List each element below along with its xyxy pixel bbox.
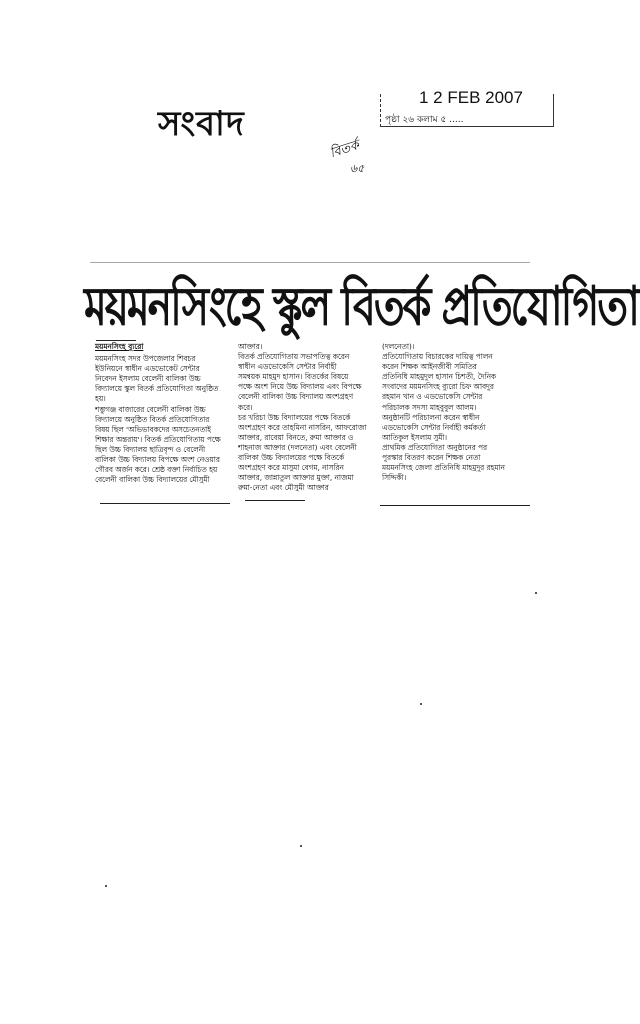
handwritten-note: বিতর্ক: [328, 137, 362, 162]
scan-speck: [105, 885, 107, 887]
article-line: করে।: [238, 402, 253, 412]
article-line: এডভোকেসি সেন্টার নির্বাহী কর্মকর্তা: [382, 422, 486, 432]
divider: [100, 503, 230, 504]
article-line: সিদ্দিকী।: [382, 473, 407, 483]
article-line: অনুষ্ঠানটি পরিচালনা করেন স্বাধীন: [382, 412, 480, 422]
article-line: অংশগ্রহণ করে তাহমিনা নাসরিন, আফরোজা: [238, 422, 367, 432]
article-line: চর খরিচা উচ্চ বিদ্যালয়ের পক্ষে বিতর্কে: [238, 412, 351, 422]
divider: [380, 505, 530, 506]
article-line: প্রতিনিধি মাহমুদুল হাসান চিশতী, দৈনিক: [382, 372, 497, 382]
article-line: বেলেনী বালিকা উচ্চ বিদ্যালয় অংশগ্রহণ: [238, 392, 354, 402]
article-column-3: [382, 342, 520, 483]
article-column-2: [238, 342, 376, 493]
article-line: বালিকা উচ্চ বিদ্যালয়ের পক্ষে বিতর্কে: [238, 453, 345, 463]
scan-speck: [535, 592, 537, 594]
article-line: পক্ষে অংশ নিয়ে উচ্চ বিদ্যালয় এবং বিপক্ষে: [238, 382, 362, 392]
newspaper-masthead: সংবাদ: [158, 104, 245, 144]
divider: [245, 500, 305, 501]
article-line: আতিকুল ইসলাম সুমী।: [382, 432, 448, 442]
article-line: বিদ্যালয়ে স্কুল বিতর্ক প্রতিযোগিতা অনুষ্ঠিত: [95, 384, 219, 394]
article-line: রহমান খান ও এডভোকেসি সেন্টার: [382, 392, 483, 402]
divider: [90, 262, 530, 263]
article-line: প্রাথমিক প্রতিযোগিতা অনুষ্ঠানের পর: [382, 442, 488, 452]
article-column-1: [95, 342, 233, 485]
article-line: আক্তার।: [238, 342, 263, 351]
article-line: ইউনিয়নে স্বাধীন এডভোকেট সেন্টার: [95, 364, 200, 374]
article-line: ময়মনসিংহ সদর উপজেলার শিবচর: [95, 354, 196, 364]
article-line: শম্ভুগঞ্জ বাজারের বেলেনী বালিকা উচ্চ: [95, 404, 206, 414]
article-line: সংবাদের ময়মনসিংহ ব্যুরো চিফ আবদুর: [382, 382, 494, 392]
article-line: শিক্ষার অন্তরায়'। বিতর্ক প্রতিযোগিতায় পক্ষে: [95, 434, 221, 444]
handwritten-number: ৬৫: [350, 162, 365, 175]
article-line: আক্তার, রাবেয়া বিনতে, রুমা আক্তার ও: [238, 432, 354, 442]
stamp-page-column: পৃষ্ঠা ২৬ কলাম ৫ .....: [385, 115, 464, 125]
article-line: স্বাধীন এডভোকেসি সেন্টার নির্বাহী: [238, 362, 337, 372]
article-line: বালিকা উচ্চ বিদ্যালয় বিপক্ষে অংশ নেওয়ার: [95, 455, 220, 465]
article-line: পরিচালক সদস্য মাহবুবুল আলম।: [382, 402, 477, 412]
article-line: হয়।: [95, 394, 106, 404]
article-line: অংশগ্রহণ করে মাসুমা বেগম, নাসরিন: [238, 463, 344, 473]
byline: ময়মনসিংহ ব্যুরো: [95, 342, 144, 351]
article-line: করেন শিক্ষক আইনজীবী সমিতির: [382, 362, 477, 372]
article-line: ময়মনসিংহ জেলা প্রতিনিধি মাহমুদুর রহমান: [382, 463, 505, 473]
divider: [96, 340, 136, 341]
article-line: ছিল উচ্চ বিদ্যালয় ছাত্রিবৃন্দ ও বেলেনী: [95, 444, 206, 454]
article-line: রুমা-নেতা এবং মৌসুমী আক্তার: [238, 483, 329, 493]
article-line: গৌরব অর্জন করে। শ্রেষ্ঠ বক্তা নির্বাচিত হয়: [95, 465, 218, 475]
article-line: (দলনেতা)।: [382, 342, 415, 351]
scan-speck: [300, 845, 302, 847]
article-line: শাহনাজ আক্তার (দলনেতা) এবং বেলেনী: [238, 442, 357, 452]
date-stamp: [380, 88, 554, 127]
article-line: সমন্বয়ক মাহমুদ হাসান। বিতর্কের বিষয়ে: [238, 372, 349, 382]
article-line: পুরস্কার বিতরণ করেন শিক্ষক নেতা: [382, 453, 481, 463]
scan-speck: [420, 703, 422, 705]
article-line: বেলেনী বালিকা উচ্চ বিদ্যালয়ের মৌসুমী: [95, 475, 210, 485]
article-line: বিদ্যালয়ে অনুষ্ঠিত বিতর্ক প্রতিযোগিতার: [95, 414, 210, 424]
article-line: বিতর্ক প্রতিযোগিতায় সভাপতিত্ব করেন: [238, 352, 350, 362]
stamp-date: 1 2 FEB 2007: [419, 88, 523, 107]
article-headline: ময়মনসিংহে স্কুল বিতর্ক প্রতিযোগিতা: [84, 275, 638, 338]
article-line: বিষয় ছিল 'অভিভাবকদের অসচেতনতাই: [95, 424, 211, 434]
article-line: আক্তার, জান্নাতুল আক্তার মুক্তা, নাজমা: [238, 473, 354, 483]
article-line: নিবেদন ইসলাম বেলেনী বালিকা উচ্চ: [95, 374, 201, 384]
article-line: প্রতিযোগিতায় বিচারকের দায়িত্ব পালন: [382, 352, 493, 362]
